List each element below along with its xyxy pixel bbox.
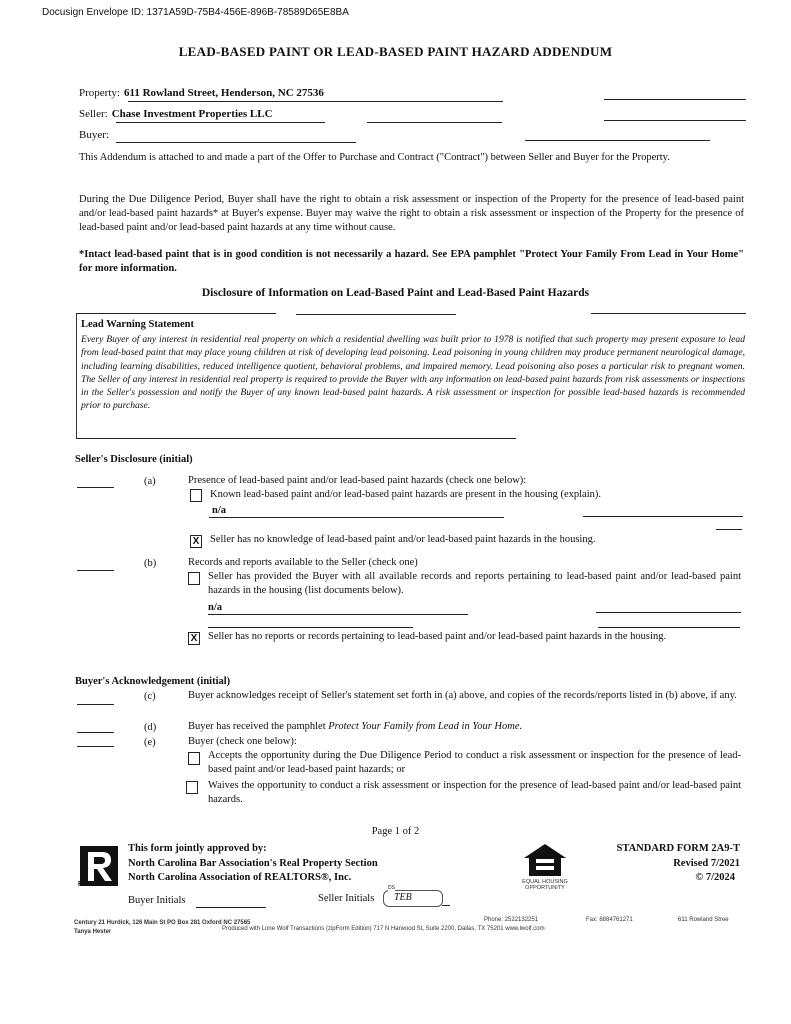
form-copyright: © 7/2024 <box>695 872 735 883</box>
buyer-initials-label: Buyer Initials <box>128 895 186 906</box>
item-b-letter: (b) <box>144 558 157 569</box>
b1-underline-4 <box>598 627 740 628</box>
a1-underline-3 <box>716 529 742 530</box>
property-label: Property: <box>79 87 120 99</box>
seller-label: Seller: <box>79 108 108 120</box>
b1-underline <box>208 614 468 615</box>
seller-underline-3 <box>604 120 746 121</box>
item-a2-text: Seller has no knowledge of lead-based paint and/or lead-based paint hazards in the housing. <box>210 534 596 545</box>
buyer-row <box>79 129 113 141</box>
agent-name: Tanya Hester <box>74 929 112 935</box>
seller-initial-b[interactable] <box>77 570 114 571</box>
page-number: Page 1 of 2 <box>371 826 420 837</box>
seller-initial-a[interactable] <box>77 487 114 488</box>
approved-line-3: North Carolina Association of REALTORS®, Inc. <box>128 872 352 883</box>
phone-number: Phone: 2522132251 <box>484 917 539 923</box>
docusign-tag: DS <box>388 885 395 891</box>
produced-with: Produced with Lone Wolf Transactions (zipForm Edition) 717 N Harwood St, Suite 2200, Dallas, TX 75201 www.lwolf.com <box>222 926 545 932</box>
seller-underline <box>116 122 325 123</box>
seller-row <box>79 108 273 120</box>
item-b1-value[interactable]: n/a <box>208 602 223 613</box>
buyer-underline <box>116 142 356 143</box>
buyer-initial-c[interactable] <box>77 704 114 705</box>
fax-number: Fax: 8884761271 <box>586 917 633 923</box>
item-e-letter: (e) <box>144 737 156 748</box>
form-name: STANDARD FORM 2A9-T <box>616 843 740 854</box>
document-title: LEAD-BASED PAINT OR LEAD-BASED PAINT HAZARD ADDENDUM <box>178 44 613 59</box>
disclosure-heading: Disclosure of Information on Lead-Based Paint and Lead-Based Paint Hazards <box>201 287 590 299</box>
pamphlet-title: Protect Your Family from Lead in Your Home. <box>328 721 523 732</box>
seller-initials-label: Seller Initials <box>318 893 375 904</box>
envelope-id: Docusign Envelope ID: 1371A59D-75B4-456E-896B-78589D65E8BA <box>42 7 349 18</box>
item-d-letter: (d) <box>144 722 157 733</box>
buyer-underline-2 <box>525 140 710 141</box>
item-a-text: Presence of lead-based paint and/or lead-based paint hazards (check one below): <box>188 475 527 486</box>
item-b1-text: Seller has provided the Buyer with all available records and reports pertaining to lead-based paint and/or lead-based paint hazards in the housing (list documents below). <box>208 571 741 596</box>
seller-initials-line <box>442 905 450 906</box>
item-d-text-pre: Buyer has received the pamphlet <box>188 721 329 732</box>
approved-line-1: This form jointly approved by: <box>128 843 267 854</box>
equal-housing-caption: EQUAL HOUSING OPPORTUNITY <box>522 879 568 891</box>
checkbox-no-reports[interactable]: X <box>188 632 200 645</box>
lead-warning-box <box>76 314 749 438</box>
b1-underline-3 <box>208 627 413 628</box>
checkbox-waives[interactable] <box>186 781 198 794</box>
buyer-ack-heading: Buyer's Acknowledgement (initial) <box>75 676 231 687</box>
warning-bottom-line <box>76 438 516 439</box>
item-b-text: Records and reports available to the Seller (check one) <box>188 557 418 568</box>
form-revised: Revised 7/2021 <box>673 858 740 869</box>
a1-underline-2 <box>583 516 743 517</box>
brokerage-info: Century 21 Hurdick, 126 Main St PO Box 281 Oxford NC 27565 <box>74 920 251 926</box>
checkbox-known-lead[interactable] <box>190 489 202 502</box>
hazard-note: *Intact lead-based paint that is in good condition is not necessarily a hazard. See EPA pamphlet "Protect Your Family From Lead in Your Home" for more information. <box>79 249 744 274</box>
equal-housing-icon <box>522 842 568 878</box>
due-diligence-paragraph: During the Due Diligence Period, Buyer shall have the right to obtain a risk assessment or inspection of the Property for the presence of lead-based paint and/or lead-based paint hazards* at Buyer's expense. Buyer may waive the right to obtain a risk assessment or inspection of the Property for the presence of lead-based paint and/or lead-based paint hazards at any time without cause. <box>79 194 744 233</box>
item-e-text: Buyer (check one below): <box>188 736 297 747</box>
item-a1-value[interactable]: n/a <box>212 505 227 516</box>
seller-disclosure-heading: Seller's Disclosure (initial) <box>75 454 193 465</box>
lead-warning-title: Lead Warning Statement <box>81 319 194 330</box>
seller-value[interactable]: Chase Investment Properties LLC <box>111 108 273 120</box>
item-b2-text: Seller has no reports or records pertaining to lead-based paint and/or lead-based paint hazards in the housing. <box>208 631 667 642</box>
checkbox-no-knowledge[interactable]: X <box>190 535 202 548</box>
item-a-letter: (a) <box>144 476 156 487</box>
buyer-label: Buyer: <box>79 129 109 141</box>
item-e1-text: Accepts the opportunity during the Due Diligence Period to conduct a risk assessment or inspection for the presence of lead-based paint and/or lead-based paint hazards; or <box>208 750 741 775</box>
property-underline-2 <box>604 99 746 100</box>
buyer-initial-e[interactable] <box>77 746 114 747</box>
buyer-initials-line[interactable] <box>196 907 266 908</box>
a1-underline <box>209 517 504 518</box>
checkbox-provided-records[interactable] <box>188 572 200 585</box>
seller-initials-value: TEB <box>394 892 412 903</box>
property-short: 611 Rowland Stree <box>678 917 729 923</box>
b1-underline-2 <box>596 612 741 613</box>
item-c-text: Buyer acknowledges receipt of Seller's statement set forth in (a) above, and copies of the records/reports listed in (b) above, if any. <box>188 690 737 701</box>
item-c-letter: (c) <box>144 691 156 702</box>
seller-underline-2 <box>367 122 502 123</box>
property-value[interactable]: 611 Rowland Street, Henderson, NC 27536 <box>123 87 324 99</box>
item-e2-text: Waives the opportunity to conduct a risk assessment or inspection for the presence of lead-based paint and/or lead-based paint hazards. <box>208 780 741 805</box>
approved-line-2: North Carolina Bar Association's Real Property Section <box>128 858 378 869</box>
realtor-mark: REALTOR® <box>78 881 117 888</box>
lead-warning-text: Every Buyer of any interest in residential real property on which a residential dwelling was built prior to 1978 is notified that such property may present exposure to lead from lead-based paint that may place young children at risk of developing lead poisoning. Lead poisoning in young children may produce permanent neurological damage, including learning disabilities, reduced intelligence quotient, behavioral problems, and impaired memory. Lead poisoning also poses a particular risk to pregnant women. The Seller of any interest in residential real property is required to provide the Buyer with any information on lead-based paint hazards from risk assessments or inspections in the Seller's possession and notify the Buyer of any known lead-based paint hazards. A risk assessment or inspection for possible lead-based hazards is recommended prior to purchase. <box>81 334 745 412</box>
property-row <box>79 87 324 99</box>
item-d-text <box>188 720 741 734</box>
checkbox-accepts[interactable] <box>188 752 200 765</box>
property-underline <box>128 101 503 102</box>
item-a1-text: Known lead-based paint and/or lead-based paint hazards are present in the housing (explain). <box>210 489 601 500</box>
buyer-initial-d[interactable] <box>77 732 114 733</box>
seller-initials-box[interactable] <box>383 885 443 907</box>
intro-paragraph: This Addendum is attached to and made a part of the Offer to Purchase and Contract ("Contract") between Seller and Buyer for the Property. <box>79 152 670 163</box>
